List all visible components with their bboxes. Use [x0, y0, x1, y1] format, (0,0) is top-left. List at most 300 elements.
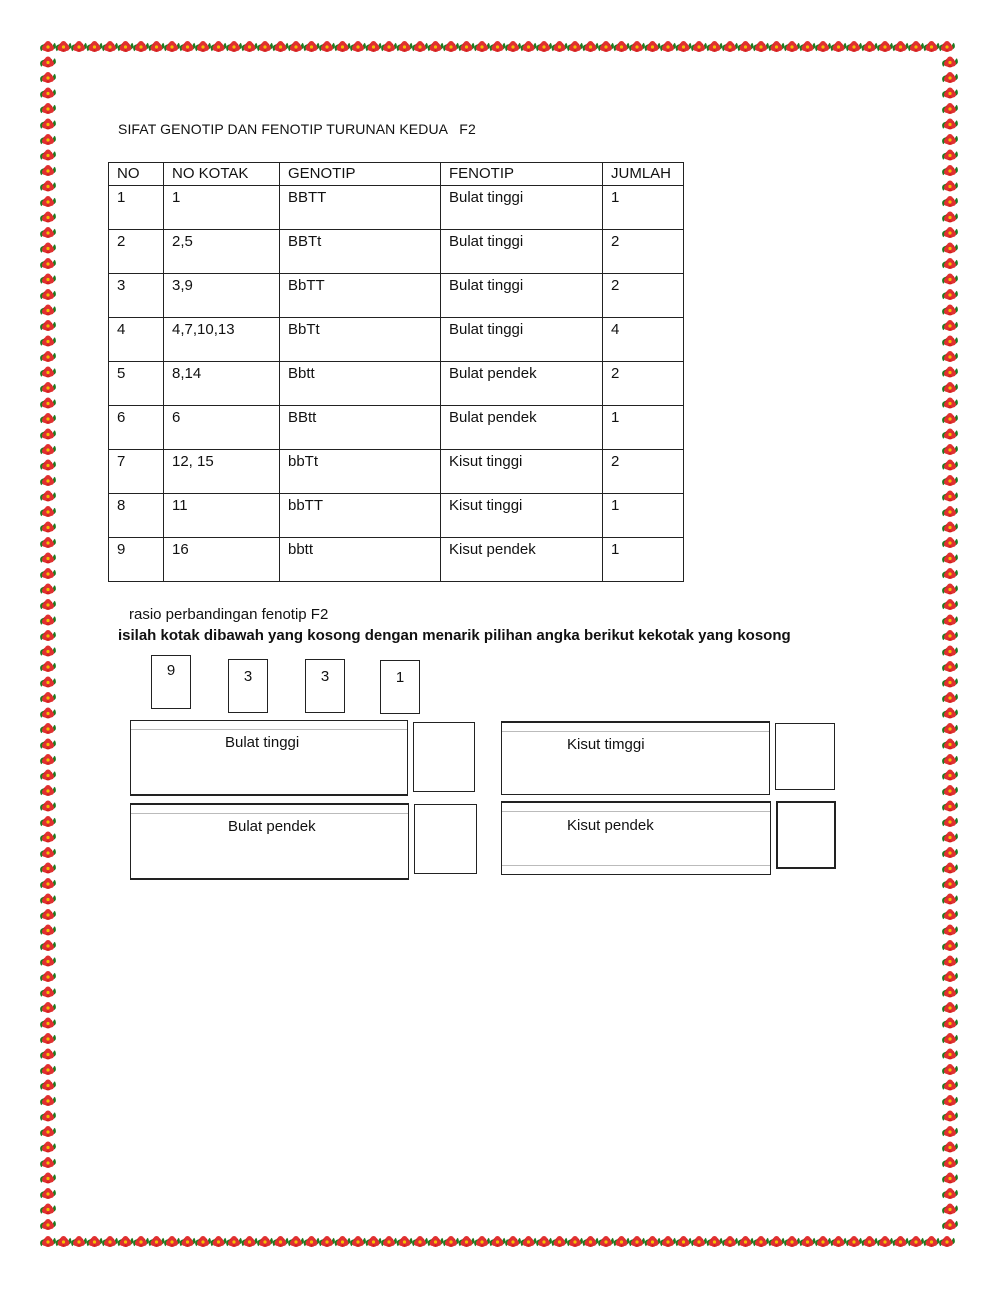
border-flower-icon	[942, 847, 958, 858]
drop-slot-bulat-tinggi[interactable]	[413, 722, 475, 792]
border-flower-icon	[87, 41, 103, 52]
border-flower-icon	[226, 1236, 242, 1247]
border-flower-icon	[40, 522, 56, 533]
border-flower-icon	[942, 816, 958, 827]
border-flower-icon	[942, 553, 958, 564]
cell-jumlah: 1	[603, 494, 684, 538]
border-flower-icon	[319, 1236, 335, 1247]
border-flower-icon	[942, 1033, 958, 1044]
border-flower-icon	[40, 630, 56, 641]
border-flower-icon	[412, 1236, 428, 1247]
phenotype-label: Bulat tinggi	[225, 734, 300, 751]
border-flower-icon	[40, 119, 56, 130]
cell-no: 3	[109, 274, 164, 318]
phenotype-box-bulat-pendek	[130, 803, 409, 880]
cell-jumlah: 1	[603, 186, 684, 230]
cell-fenotip: Bulat pendek	[441, 406, 603, 450]
table-row	[109, 362, 684, 406]
cell-genotip: BBTT	[280, 186, 441, 230]
cell-genotip: bbTT	[280, 494, 441, 538]
border-flower-icon	[942, 274, 958, 285]
border-flower-icon	[40, 909, 56, 920]
border-flower-icon	[753, 1236, 769, 1247]
border-flower-icon	[40, 801, 56, 812]
border-flower-icon	[164, 1236, 180, 1247]
border-flower-icon	[862, 41, 878, 52]
border-flower-icon	[40, 863, 56, 874]
border-flower-icon	[40, 816, 56, 827]
phenotype-label: Bulat pendek	[228, 818, 316, 835]
border-flower-icon	[942, 925, 958, 936]
border-flower-icon	[942, 940, 958, 951]
border-flower-icon	[40, 103, 56, 114]
border-flower-icon	[40, 708, 56, 719]
border-flower-icon	[942, 305, 958, 316]
cell-jumlah: 2	[603, 274, 684, 318]
border-flower-icon	[40, 971, 56, 982]
border-flower-icon	[942, 1204, 958, 1215]
border-flower-icon	[40, 165, 56, 176]
border-flower-icon	[942, 506, 958, 517]
border-flower-icon	[769, 1236, 785, 1247]
border-flower-icon	[40, 615, 56, 626]
border-flower-icon	[443, 41, 459, 52]
border-flower-icon	[40, 1142, 56, 1153]
border-flower-icon	[722, 1236, 738, 1247]
inner-line	[502, 811, 770, 812]
border-flower-icon	[942, 599, 958, 610]
table-row	[109, 274, 684, 318]
cell-no-kotak: 12, 15	[164, 450, 280, 494]
border-flower-icon	[304, 41, 320, 52]
border-flower-icon	[893, 41, 909, 52]
border-flower-icon	[660, 41, 676, 52]
choice-chip-9[interactable]: 9	[151, 655, 191, 709]
border-flower-icon	[942, 537, 958, 548]
border-flower-icon	[180, 1236, 196, 1247]
border-flower-icon	[942, 1142, 958, 1153]
border-flower-icon	[942, 243, 958, 254]
border-flower-icon	[862, 1236, 878, 1247]
border-flower-icon	[428, 1236, 444, 1247]
border-flower-icon	[942, 398, 958, 409]
border-flower-icon	[942, 971, 958, 982]
border-flower-icon	[164, 41, 180, 52]
border-flower-icon	[40, 150, 56, 161]
border-flower-icon	[614, 41, 630, 52]
border-flower-icon	[350, 1236, 366, 1247]
border-flower-icon	[942, 677, 958, 688]
border-flower-icon	[40, 599, 56, 610]
border-flower-icon	[942, 382, 958, 393]
border-flower-icon	[40, 739, 56, 750]
phenotype-label: Kisut pendek	[567, 817, 654, 834]
border-flower-icon	[942, 878, 958, 889]
border-flower-icon	[40, 227, 56, 238]
border-flower-icon	[877, 41, 893, 52]
border-flower-icon	[942, 1111, 958, 1122]
border-flower-icon	[942, 801, 958, 812]
drop-slot-kisut-pendek[interactable]	[776, 801, 836, 869]
phenotype-box-kisut-pendek	[501, 801, 771, 875]
border-flower-icon	[942, 956, 958, 967]
border-flower-icon	[942, 646, 958, 657]
cell-genotip: bbTt	[280, 450, 441, 494]
cell-genotip: Bbtt	[280, 362, 441, 406]
border-flower-icon	[397, 1236, 413, 1247]
border-flower-icon	[521, 41, 537, 52]
border-flower-icon	[831, 1236, 847, 1247]
border-flower-icon	[942, 320, 958, 331]
border-flower-icon	[942, 351, 958, 362]
border-flower-icon	[381, 1236, 397, 1247]
choice-chip-3a[interactable]: 3	[228, 659, 268, 713]
border-flower-icon	[40, 894, 56, 905]
inner-line	[131, 729, 407, 730]
border-flower-icon	[942, 863, 958, 874]
instruction-text: isilah kotak dibawah yang kosong dengan menarik pilihan angka berikut kekotak yang kosong	[118, 627, 791, 644]
border-flower-icon	[831, 41, 847, 52]
border-flower-icon	[242, 41, 258, 52]
border-flower-icon	[71, 1236, 87, 1247]
border-flower-icon	[942, 165, 958, 176]
border-flower-icon	[939, 41, 955, 52]
border-flower-icon	[645, 1236, 661, 1247]
border-flower-icon	[942, 88, 958, 99]
border-flower-icon	[40, 940, 56, 951]
border-flower-icon	[691, 1236, 707, 1247]
border-flower-icon	[942, 1188, 958, 1199]
border-flower-icon	[366, 41, 382, 52]
border-flower-icon	[942, 103, 958, 114]
border-flower-icon	[939, 1236, 955, 1247]
border-flower-icon	[893, 1236, 909, 1247]
border-flower-icon	[846, 1236, 862, 1247]
border-flower-icon	[942, 739, 958, 750]
border-flower-icon	[304, 1236, 320, 1247]
border-flower-icon	[942, 429, 958, 440]
border-flower-icon	[195, 1236, 211, 1247]
border-flower-icon	[536, 41, 552, 52]
border-flower-icon	[552, 41, 568, 52]
border-flower-icon	[942, 615, 958, 626]
border-flower-icon	[942, 258, 958, 269]
border-flower-icon	[40, 475, 56, 486]
border-flower-icon	[942, 227, 958, 238]
border-flower-icon	[40, 1219, 56, 1230]
header-jumlah: JUMLAH	[603, 163, 684, 186]
cell-no-kotak: 2,5	[164, 230, 280, 274]
phenotype-box-kisut-tinggi	[501, 721, 770, 795]
cell-genotip: BBtt	[280, 406, 441, 450]
border-flower-icon	[784, 41, 800, 52]
border-flower-icon	[40, 134, 56, 145]
header-no: NO	[109, 163, 164, 186]
border-flower-icon	[784, 1236, 800, 1247]
border-flower-icon	[40, 1111, 56, 1122]
border-flower-icon	[877, 1236, 893, 1247]
border-flower-icon	[942, 1157, 958, 1168]
table-row	[109, 538, 684, 582]
cell-no: 8	[109, 494, 164, 538]
border-flower-icon	[40, 398, 56, 409]
border-flower-icon	[40, 1033, 56, 1044]
border-flower-icon	[87, 1236, 103, 1247]
border-flower-icon	[40, 1002, 56, 1013]
border-flower-icon	[942, 568, 958, 579]
border-flower-icon	[942, 1095, 958, 1106]
drop-slot-bulat-pendek[interactable]	[414, 804, 477, 874]
inner-line	[131, 813, 408, 814]
border-flower-icon	[397, 41, 413, 52]
border-flower-icon	[459, 41, 475, 52]
border-flower-icon	[381, 41, 397, 52]
border-flower-icon	[40, 1049, 56, 1060]
border-flower-icon	[56, 1236, 72, 1247]
choice-chip-1[interactable]: 1	[380, 660, 420, 714]
border-flower-icon	[40, 832, 56, 843]
border-flower-icon	[40, 692, 56, 703]
border-flower-icon	[257, 1236, 273, 1247]
inner-line	[502, 731, 769, 732]
cell-genotip: BBTt	[280, 230, 441, 274]
border-flower-icon	[629, 1236, 645, 1247]
border-flower-icon	[40, 878, 56, 889]
border-flower-icon	[942, 367, 958, 378]
border-flower-icon	[942, 661, 958, 672]
border-flower-icon	[40, 382, 56, 393]
cell-no-kotak: 6	[164, 406, 280, 450]
border-flower-icon	[118, 1236, 134, 1247]
border-flower-icon	[40, 584, 56, 595]
cell-no-kotak: 11	[164, 494, 280, 538]
border-flower-icon	[800, 41, 816, 52]
border-flower-icon	[691, 41, 707, 52]
border-flower-icon	[40, 413, 56, 424]
border-flower-icon	[40, 723, 56, 734]
border-flower-icon	[40, 1157, 56, 1168]
border-flower-icon	[40, 429, 56, 440]
border-flower-icon	[942, 584, 958, 595]
border-flower-icon	[660, 1236, 676, 1247]
cell-genotip: bbtt	[280, 538, 441, 582]
border-flower-icon	[102, 41, 118, 52]
border-flower-icon	[459, 1236, 475, 1247]
cell-no: 6	[109, 406, 164, 450]
border-flower-icon	[924, 1236, 940, 1247]
border-flower-icon	[40, 1095, 56, 1106]
table-row	[109, 318, 684, 362]
border-flower-icon	[288, 1236, 304, 1247]
border-flower-icon	[552, 1236, 568, 1247]
border-flower-icon	[738, 41, 754, 52]
border-flower-icon	[40, 351, 56, 362]
border-flower-icon	[908, 1236, 924, 1247]
border-flower-icon	[40, 41, 56, 52]
cell-fenotip: Kisut pendek	[441, 538, 603, 582]
border-flower-icon	[40, 258, 56, 269]
border-flower-icon	[211, 1236, 227, 1247]
border-flower-icon	[40, 956, 56, 967]
border-flower-icon	[180, 41, 196, 52]
border-flower-icon	[40, 491, 56, 502]
border-flower-icon	[769, 41, 785, 52]
border-flower-icon	[521, 1236, 537, 1247]
border-flower-icon	[40, 568, 56, 579]
border-flower-icon	[40, 88, 56, 99]
border-flower-icon	[40, 320, 56, 331]
border-flower-icon	[707, 1236, 723, 1247]
border-flower-icon	[40, 212, 56, 223]
border-flower-icon	[474, 41, 490, 52]
border-flower-icon	[102, 1236, 118, 1247]
border-flower-icon	[288, 41, 304, 52]
border-flower-icon	[40, 367, 56, 378]
border-flower-icon	[738, 1236, 754, 1247]
cell-no-kotak: 16	[164, 538, 280, 582]
border-flower-icon	[536, 1236, 552, 1247]
cell-jumlah: 2	[603, 362, 684, 406]
border-flower-icon	[40, 847, 56, 858]
border-flower-icon	[40, 460, 56, 471]
border-flower-icon	[40, 506, 56, 517]
border-flower-icon	[598, 1236, 614, 1247]
border-flower-icon	[40, 1080, 56, 1091]
cell-jumlah: 1	[603, 406, 684, 450]
border-flower-icon	[40, 336, 56, 347]
border-flower-icon	[629, 41, 645, 52]
border-flower-icon	[490, 1236, 506, 1247]
border-flower-icon	[443, 1236, 459, 1247]
border-flower-icon	[40, 1204, 56, 1215]
border-flower-icon	[942, 1219, 958, 1230]
table-row	[109, 450, 684, 494]
cell-no: 2	[109, 230, 164, 274]
border-flower-icon	[350, 41, 366, 52]
border-flower-icon	[40, 289, 56, 300]
border-flower-icon	[40, 1018, 56, 1029]
table-row	[109, 230, 684, 274]
cell-genotip: BbTT	[280, 274, 441, 318]
border-flower-icon	[942, 770, 958, 781]
border-flower-icon	[942, 754, 958, 765]
border-flower-icon	[645, 41, 661, 52]
border-flower-icon	[40, 1188, 56, 1199]
cell-fenotip: Bulat tinggi	[441, 186, 603, 230]
cell-jumlah: 2	[603, 450, 684, 494]
border-flower-icon	[942, 1049, 958, 1060]
border-flower-icon	[942, 72, 958, 83]
phenotype-label: Kisut timggi	[567, 736, 645, 753]
border-flower-icon	[942, 785, 958, 796]
border-flower-icon	[942, 475, 958, 486]
border-flower-icon	[71, 41, 87, 52]
border-flower-icon	[942, 909, 958, 920]
border-flower-icon	[942, 212, 958, 223]
border-flower-icon	[942, 692, 958, 703]
cell-no-kotak: 4,7,10,13	[164, 318, 280, 362]
inner-line	[502, 865, 770, 866]
border-flower-icon	[614, 1236, 630, 1247]
border-flower-icon	[40, 1064, 56, 1075]
border-flower-icon	[40, 181, 56, 192]
table-row	[109, 186, 684, 230]
page-title: SIFAT GENOTIP DAN FENOTIP TURUNAN KEDUA F2	[118, 121, 476, 137]
border-flower-icon	[40, 1126, 56, 1137]
header-no-kotak: NO KOTAK	[164, 163, 280, 186]
border-flower-icon	[942, 1064, 958, 1075]
border-flower-icon	[40, 305, 56, 316]
border-flower-icon	[40, 553, 56, 564]
border-flower-icon	[40, 661, 56, 672]
cell-fenotip: Kisut tinggi	[441, 494, 603, 538]
border-flower-icon	[412, 41, 428, 52]
border-flower-icon	[56, 41, 72, 52]
border-flower-icon	[40, 57, 56, 68]
border-flower-icon	[319, 41, 335, 52]
border-flower-icon	[366, 1236, 382, 1247]
cell-fenotip: Bulat pendek	[441, 362, 603, 406]
border-flower-icon	[942, 723, 958, 734]
cell-fenotip: Bulat tinggi	[441, 318, 603, 362]
cell-no-kotak: 8,14	[164, 362, 280, 406]
border-flower-icon	[335, 41, 351, 52]
border-flower-icon	[40, 785, 56, 796]
border-flower-icon	[40, 243, 56, 254]
header-genotip: GENOTIP	[280, 163, 441, 186]
choice-chip-3b[interactable]: 3	[305, 659, 345, 713]
border-flower-icon	[40, 1173, 56, 1184]
border-flower-icon	[942, 460, 958, 471]
border-flower-icon	[40, 754, 56, 765]
border-flower-icon	[505, 41, 521, 52]
border-flower-icon	[908, 41, 924, 52]
border-flower-icon	[583, 41, 599, 52]
border-flower-icon	[707, 41, 723, 52]
border-flower-icon	[242, 1236, 258, 1247]
border-flower-icon	[273, 1236, 289, 1247]
border-flower-icon	[942, 630, 958, 641]
border-flower-icon	[942, 134, 958, 145]
cell-no: 7	[109, 450, 164, 494]
border-flower-icon	[583, 1236, 599, 1247]
border-flower-icon	[942, 289, 958, 300]
cell-fenotip: Bulat tinggi	[441, 230, 603, 274]
phenotype-box-bulat-tinggi	[130, 720, 408, 796]
border-flower-icon	[942, 196, 958, 207]
cell-no-kotak: 1	[164, 186, 280, 230]
border-flower-icon	[815, 1236, 831, 1247]
border-flower-icon	[942, 1080, 958, 1091]
table-header-row	[109, 163, 684, 186]
border-flower-icon	[800, 1236, 816, 1247]
table-row	[109, 406, 684, 450]
header-fenotip: FENOTIP	[441, 163, 603, 186]
border-flower-icon	[942, 522, 958, 533]
border-flower-icon	[40, 72, 56, 83]
table-row	[109, 494, 684, 538]
border-flower-icon	[211, 41, 227, 52]
border-flower-icon	[40, 987, 56, 998]
border-flower-icon	[942, 336, 958, 347]
drop-slot-kisut-tinggi[interactable]	[775, 723, 835, 790]
border-flower-icon	[676, 41, 692, 52]
border-flower-icon	[149, 1236, 165, 1247]
border-flower-icon	[273, 41, 289, 52]
border-flower-icon	[133, 1236, 149, 1247]
border-flower-icon	[40, 444, 56, 455]
border-flower-icon	[598, 41, 614, 52]
